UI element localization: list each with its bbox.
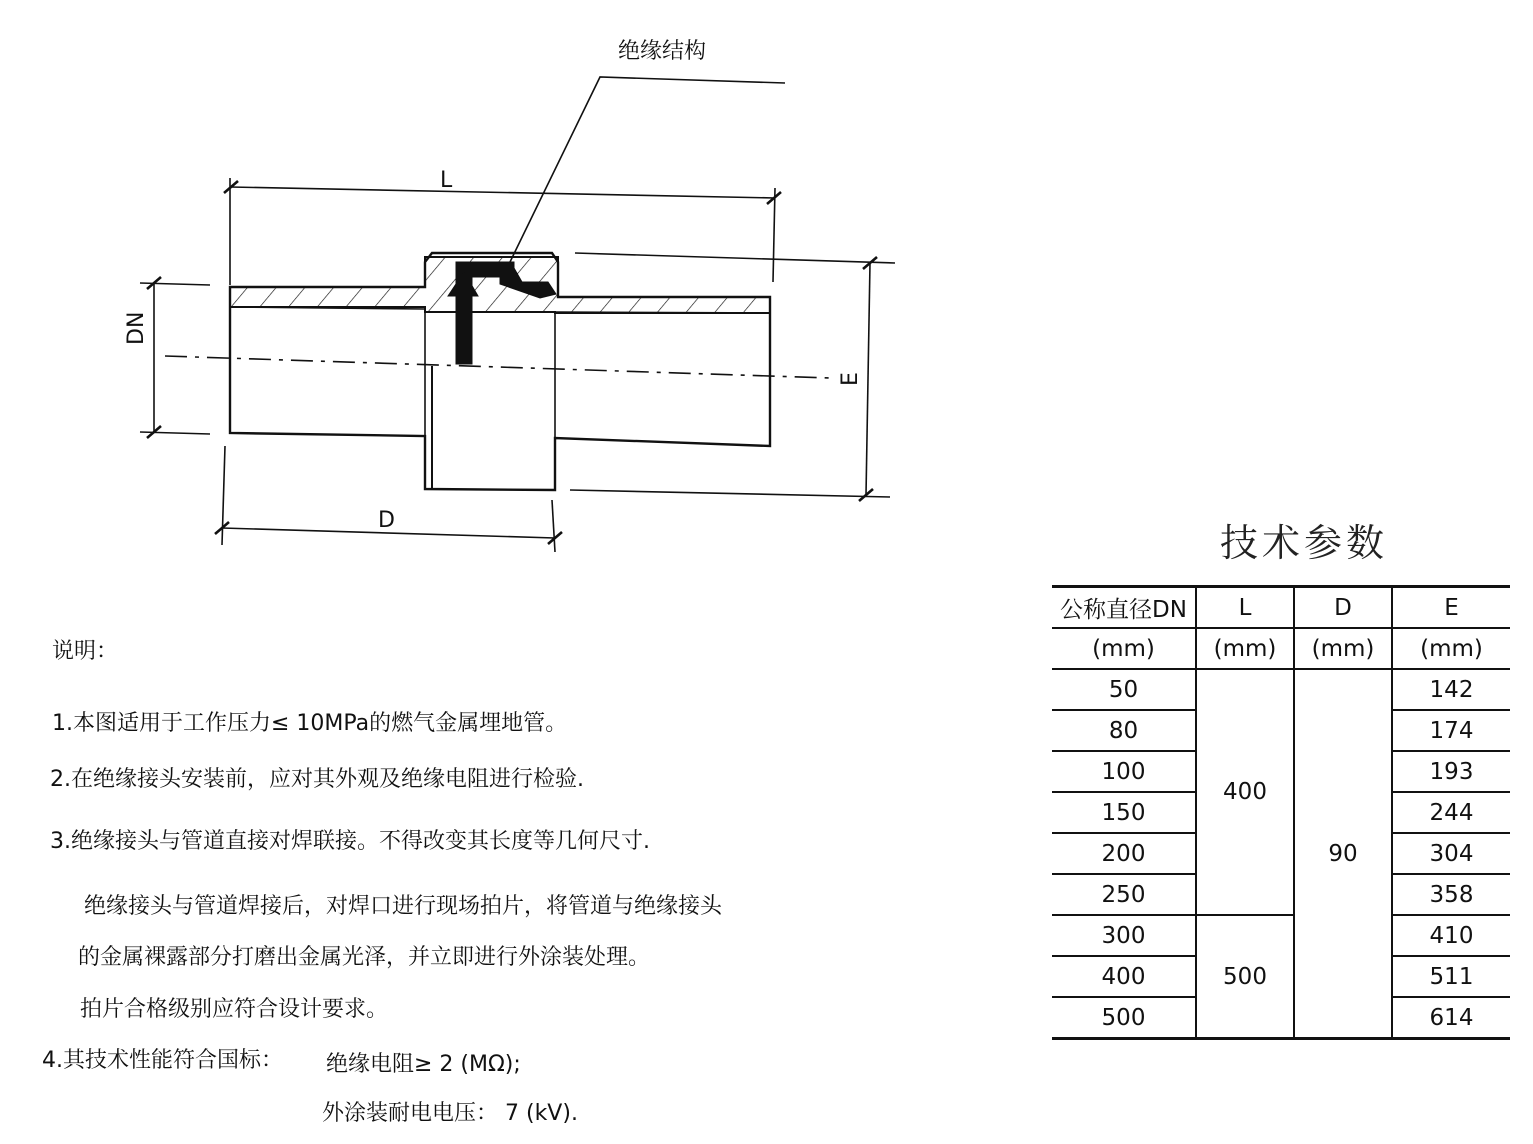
- cell-dn: 50: [1052, 669, 1196, 710]
- cell-e: 244: [1392, 792, 1510, 833]
- cell-l-group-1: 400: [1196, 669, 1294, 915]
- cell-dn: 250: [1052, 874, 1196, 915]
- unit-dn: (mm): [1052, 628, 1196, 669]
- note-3-line-3: 的金属裸露部分打磨出金属光泽，并立即进行外涂装处理。: [78, 945, 651, 970]
- note-1: 1.本图适用于工作压力≤ 10MPa的燃气金属埋地管。: [52, 711, 568, 736]
- header-e: E: [1392, 587, 1510, 629]
- cell-e: 193: [1392, 751, 1510, 792]
- notes-heading: 说明：: [52, 639, 119, 664]
- table-title: 技术参数: [1220, 521, 1389, 565]
- unit-e: (mm): [1392, 628, 1510, 669]
- cell-e: 410: [1392, 915, 1510, 956]
- dim-line-L: [230, 187, 775, 198]
- cell-dn: 300: [1052, 915, 1196, 956]
- cell-dn: 500: [1052, 997, 1196, 1039]
- cell-dn: 200: [1052, 833, 1196, 874]
- dim-label-E: E: [838, 372, 863, 386]
- cell-e: 614: [1392, 997, 1510, 1039]
- header-dn: 公称直径DN: [1052, 587, 1196, 629]
- center-line: [165, 356, 830, 378]
- unit-d: (mm): [1294, 628, 1392, 669]
- cell-dn: 150: [1052, 792, 1196, 833]
- note-3-line-4: 拍片合格级别应符合设计要求。: [80, 997, 389, 1022]
- unit-l: (mm): [1196, 628, 1294, 669]
- cell-dn: 400: [1052, 956, 1196, 997]
- note-4-insulation-resistance: 绝缘电阻≥ 2 (MΩ);: [326, 1052, 521, 1077]
- cell-d-value: 90: [1294, 669, 1392, 1039]
- cell-e: 142: [1392, 669, 1510, 710]
- cell-e: 511: [1392, 956, 1510, 997]
- note-3-line-2: 绝缘接头与管道焊接后，对焊口进行现场拍片，将管道与绝缘接头: [84, 894, 723, 919]
- cell-dn: 100: [1052, 751, 1196, 792]
- insulating-joint-drawing: [0, 0, 1000, 580]
- cell-e: 304: [1392, 833, 1510, 874]
- cell-e: 174: [1392, 710, 1510, 751]
- dim-line-E: [866, 263, 870, 495]
- header-d: D: [1294, 587, 1392, 629]
- header-l: L: [1196, 587, 1294, 629]
- table-row: [1052, 915, 1510, 956]
- note-4-coating-voltage: 外涂装耐电电压： 7 (kV).: [322, 1101, 578, 1126]
- callout-label: 绝缘结构: [618, 39, 707, 64]
- table-header-row: [1052, 587, 1510, 629]
- table-row: [1052, 669, 1510, 710]
- cell-dn: 80: [1052, 710, 1196, 751]
- dim-label-D: D: [378, 508, 395, 533]
- note-2: 2.在绝缘接头安装前，应对其外观及绝缘电阻进行检验.: [50, 767, 584, 792]
- spec-table: [1052, 585, 1510, 1040]
- note-3: 3.绝缘接头与管道直接对焊联接。不得改变其长度等几何尺寸.: [50, 829, 650, 854]
- dim-label-L: L: [440, 168, 453, 193]
- callout-leader: [510, 77, 785, 262]
- note-4: 4.其技术性能符合国标：: [42, 1048, 283, 1073]
- cell-e: 358: [1392, 874, 1510, 915]
- table-units-row: [1052, 628, 1510, 669]
- dim-label-DN: DN: [124, 311, 149, 345]
- cell-l-group-2: 500: [1196, 915, 1294, 1039]
